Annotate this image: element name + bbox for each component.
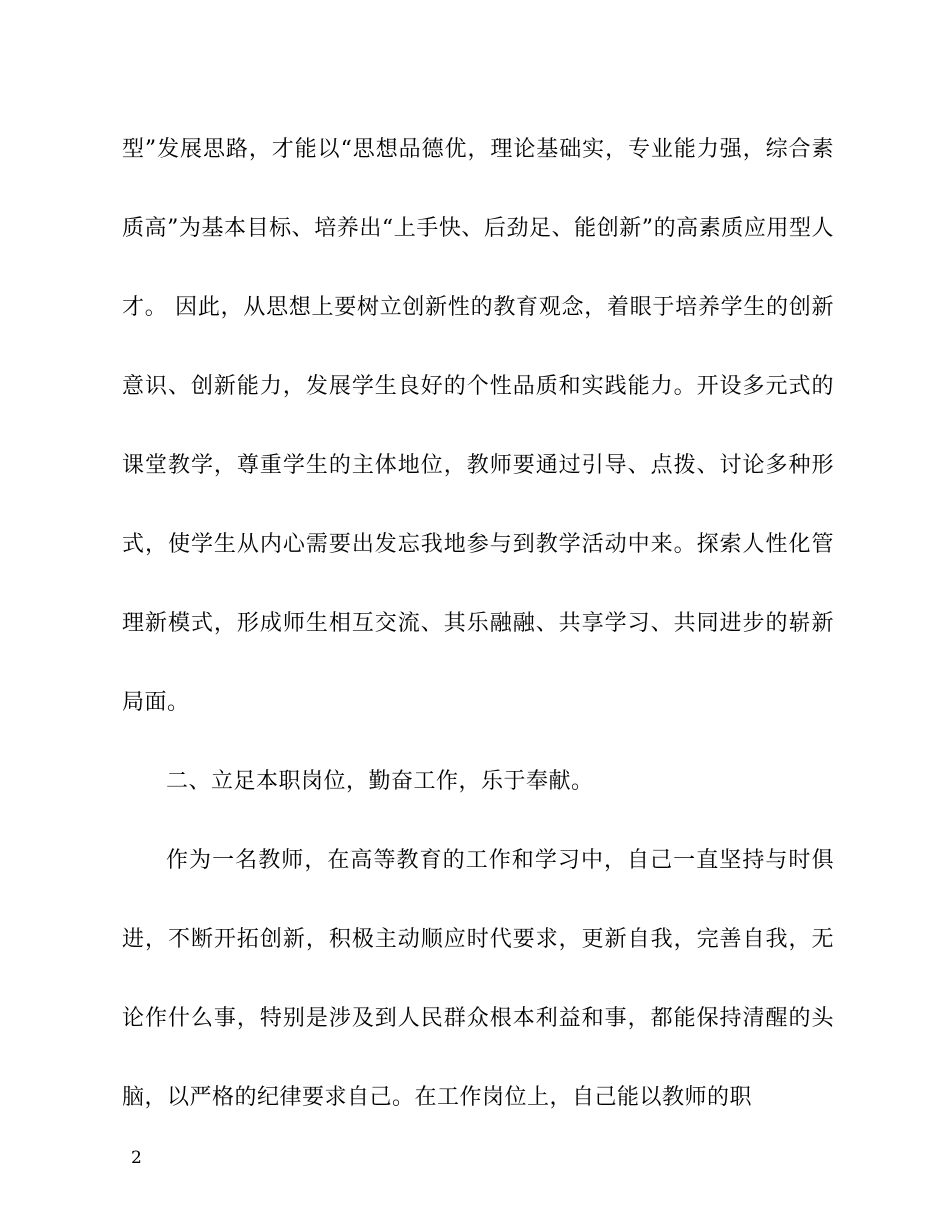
page-number: 2 (131, 1148, 142, 1168)
paragraph-continuation: 型”发展思路，才能以“思想品德优，理论基础实，专业能力强，综合素质高”为基本目标、培养出“上手快、后劲足、能创新”的高素质应用型人才。 因此，从思想上要树立创新性的教育观念，着眼于培养学生的创新意识、创新能力，发展学生良好的个性品质和实践能力。开设多元式的课堂教学，尊重学生的主体地位，教师要通过引导、点拨、讨论多种形式，使学生从内心需要出发忘我地参与到教学活动中来。探索人性化管理新模式，形成师生相互交流、其乐融融、共享学习、共同进步的崭新局面。 (122, 137, 834, 715)
paragraph-body: 作为一名教师，在高等教育的工作和学习中，自己一直坚持与时俱进，不断开拓创新，积极主动顺应时代要求，更新自我，完善自我，无论作什么事，特别是涉及到人民群众根本利益和事，都能保持清醒的头脑，以严格的纪律要求自己。在工作岗位上，自己能以教师的职 (122, 848, 834, 1110)
paragraph-heading-two: 二、立足本职岗位，勤奋工作，乐于奉献。 (166, 769, 594, 794)
document-body (122, 110, 834, 1137)
